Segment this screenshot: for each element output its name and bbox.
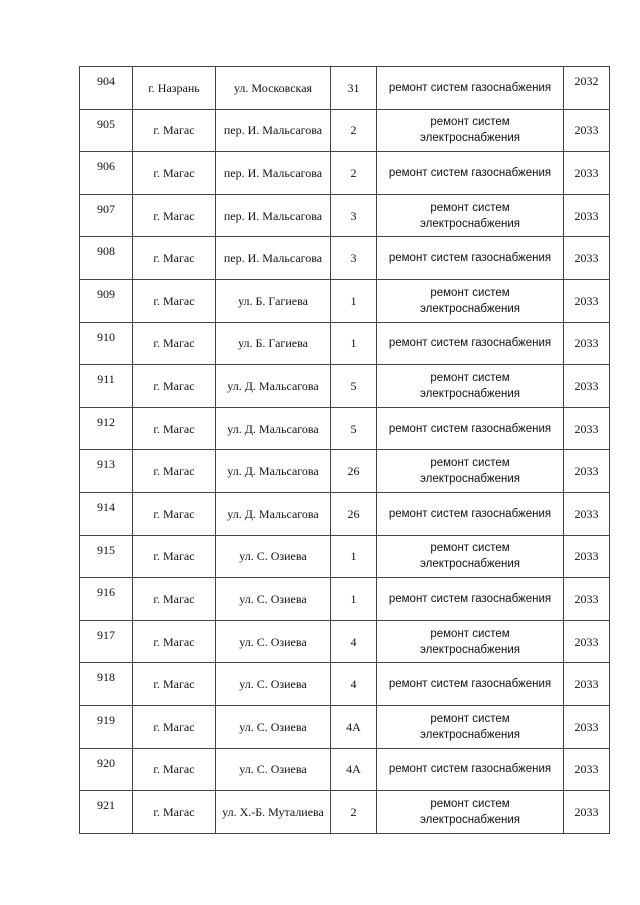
- table-row: [80, 279, 610, 322]
- city-cell: г. Магас: [133, 450, 216, 493]
- city-cell: г. Магас: [133, 152, 216, 195]
- year-cell: 2033: [564, 705, 610, 748]
- street-cell: ул. С. Озиева: [216, 578, 331, 621]
- year-cell: 2033: [564, 791, 610, 834]
- house-number-cell: 2: [331, 152, 377, 195]
- work-type-cell: ремонт систем электроснабжения: [377, 535, 564, 578]
- work-type-cell: ремонт систем электроснабжения: [377, 620, 564, 663]
- table-row: [80, 492, 610, 535]
- table-row: [80, 237, 610, 280]
- table-row: [80, 450, 610, 493]
- table-row: [80, 194, 610, 237]
- work-type-cell: ремонт систем газоснабжения: [377, 492, 564, 535]
- year-cell: 2033: [564, 620, 610, 663]
- year-cell: 2033: [564, 237, 610, 280]
- row-number: 907: [80, 194, 133, 237]
- row-number: 910: [80, 322, 133, 365]
- work-type-cell: ремонт систем электроснабжения: [377, 705, 564, 748]
- street-cell: ул. Д. Мальсагова: [216, 450, 331, 493]
- table-row: [80, 578, 610, 621]
- city-cell: г. Магас: [133, 791, 216, 834]
- table-row: [80, 67, 610, 110]
- house-number-cell: 4: [331, 620, 377, 663]
- work-type-cell: ремонт систем электроснабжения: [377, 279, 564, 322]
- row-number: 904: [80, 67, 133, 110]
- city-cell: г. Магас: [133, 365, 216, 408]
- house-number-cell: 31: [331, 67, 377, 110]
- repair-schedule-table: [79, 66, 610, 834]
- street-cell: ул. Д. Мальсагова: [216, 492, 331, 535]
- house-number-cell: 1: [331, 279, 377, 322]
- city-cell: г. Магас: [133, 194, 216, 237]
- house-number-cell: 5: [331, 407, 377, 450]
- city-cell: г. Магас: [133, 663, 216, 706]
- work-type-cell: ремонт систем газоснабжения: [377, 152, 564, 195]
- house-number-cell: 26: [331, 492, 377, 535]
- street-cell: пер. И. Мальсагова: [216, 109, 331, 152]
- row-number: 909: [80, 279, 133, 322]
- street-cell: ул. Московская: [216, 67, 331, 110]
- table-row: [80, 365, 610, 408]
- table-row: [80, 535, 610, 578]
- year-cell: 2033: [564, 492, 610, 535]
- street-cell: ул. Д. Мальсагова: [216, 365, 331, 408]
- row-number: 916: [80, 578, 133, 621]
- row-number: 917: [80, 620, 133, 663]
- year-cell: 2033: [564, 450, 610, 493]
- house-number-cell: 2: [331, 109, 377, 152]
- city-cell: г. Магас: [133, 109, 216, 152]
- work-type-cell: ремонт систем газоснабжения: [377, 322, 564, 365]
- house-number-cell: 4А: [331, 705, 377, 748]
- work-type-cell: ремонт систем газоснабжения: [377, 237, 564, 280]
- year-cell: 2033: [564, 279, 610, 322]
- work-type-cell: ремонт систем газоснабжения: [377, 663, 564, 706]
- table-body: [80, 67, 610, 834]
- street-cell: ул. С. Озиева: [216, 705, 331, 748]
- city-cell: г. Магас: [133, 492, 216, 535]
- house-number-cell: 2: [331, 791, 377, 834]
- street-cell: ул. Д. Мальсагова: [216, 407, 331, 450]
- street-cell: ул. Х.-Б. Муталиева: [216, 791, 331, 834]
- city-cell: г. Магас: [133, 705, 216, 748]
- year-cell: 2033: [564, 365, 610, 408]
- table-row: [80, 620, 610, 663]
- city-cell: г. Магас: [133, 578, 216, 621]
- year-cell: 2033: [564, 748, 610, 791]
- table-row: [80, 791, 610, 834]
- row-number: 912: [80, 407, 133, 450]
- house-number-cell: 3: [331, 237, 377, 280]
- house-number-cell: 1: [331, 535, 377, 578]
- street-cell: ул. Б. Гагиева: [216, 322, 331, 365]
- city-cell: г. Магас: [133, 279, 216, 322]
- city-cell: г. Магас: [133, 237, 216, 280]
- year-cell: 2032: [564, 67, 610, 110]
- house-number-cell: 5: [331, 365, 377, 408]
- house-number-cell: 4А: [331, 748, 377, 791]
- row-number: 915: [80, 535, 133, 578]
- row-number: 921: [80, 791, 133, 834]
- year-cell: 2033: [564, 194, 610, 237]
- year-cell: 2033: [564, 535, 610, 578]
- work-type-cell: ремонт систем электроснабжения: [377, 791, 564, 834]
- house-number-cell: 1: [331, 578, 377, 621]
- work-type-cell: ремонт систем газоснабжения: [377, 67, 564, 110]
- street-cell: пер. И. Мальсагова: [216, 194, 331, 237]
- year-cell: 2033: [564, 152, 610, 195]
- street-cell: ул. С. Озиева: [216, 620, 331, 663]
- row-number: 914: [80, 492, 133, 535]
- table-row: [80, 322, 610, 365]
- work-type-cell: ремонт систем электроснабжения: [377, 450, 564, 493]
- street-cell: ул. С. Озиева: [216, 535, 331, 578]
- street-cell: ул. С. Озиева: [216, 748, 331, 791]
- city-cell: г. Назрань: [133, 67, 216, 110]
- street-cell: ул. Б. Гагиева: [216, 279, 331, 322]
- table-row: [80, 152, 610, 195]
- city-cell: г. Магас: [133, 407, 216, 450]
- row-number: 919: [80, 705, 133, 748]
- row-number: 906: [80, 152, 133, 195]
- row-number: 920: [80, 748, 133, 791]
- table-row: [80, 705, 610, 748]
- row-number: 908: [80, 237, 133, 280]
- house-number-cell: 4: [331, 663, 377, 706]
- year-cell: 2033: [564, 407, 610, 450]
- city-cell: г. Магас: [133, 620, 216, 663]
- year-cell: 2033: [564, 109, 610, 152]
- city-cell: г. Магас: [133, 748, 216, 791]
- work-type-cell: ремонт систем электроснабжения: [377, 365, 564, 408]
- row-number: 905: [80, 109, 133, 152]
- row-number: 913: [80, 450, 133, 493]
- table-row: [80, 663, 610, 706]
- city-cell: г. Магас: [133, 535, 216, 578]
- table-row: [80, 407, 610, 450]
- row-number: 918: [80, 663, 133, 706]
- work-type-cell: ремонт систем газоснабжения: [377, 407, 564, 450]
- table-row: [80, 748, 610, 791]
- street-cell: пер. И. Мальсагова: [216, 237, 331, 280]
- street-cell: пер. И. Мальсагова: [216, 152, 331, 195]
- row-number: 911: [80, 365, 133, 408]
- work-type-cell: ремонт систем электроснабжения: [377, 109, 564, 152]
- year-cell: 2033: [564, 322, 610, 365]
- work-type-cell: ремонт систем электроснабжения: [377, 194, 564, 237]
- house-number-cell: 1: [331, 322, 377, 365]
- year-cell: 2033: [564, 578, 610, 621]
- street-cell: ул. С. Озиева: [216, 663, 331, 706]
- table-row: [80, 109, 610, 152]
- work-type-cell: ремонт систем газоснабжения: [377, 748, 564, 791]
- year-cell: 2033: [564, 663, 610, 706]
- house-number-cell: 3: [331, 194, 377, 237]
- work-type-cell: ремонт систем газоснабжения: [377, 578, 564, 621]
- house-number-cell: 26: [331, 450, 377, 493]
- city-cell: г. Магас: [133, 322, 216, 365]
